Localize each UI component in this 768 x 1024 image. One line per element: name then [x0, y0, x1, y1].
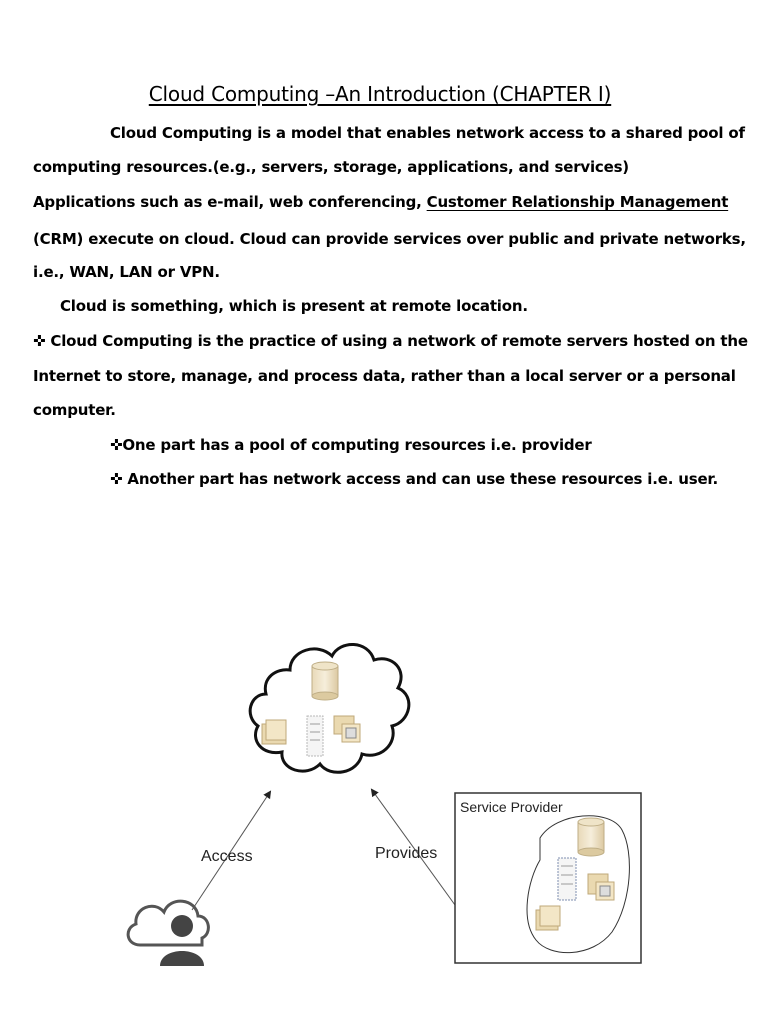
bullet-line: [33, 332, 748, 350]
crm-link[interactable]: Customer Relationship Management: [426, 193, 729, 211]
bullet-line: [110, 436, 592, 454]
bullet-line: [110, 470, 718, 488]
paragraph-line: [33, 193, 728, 211]
server-icon: [558, 858, 576, 900]
paragraph-line: Cloud Computing is a model that enables network access to a shared pool of: [110, 124, 745, 142]
user-cloud-icon: [128, 901, 208, 966]
crm-prefix-text: Applications such as e-mail, web conferencing,: [33, 193, 427, 211]
server-icon: [307, 716, 323, 756]
paragraph-line: (CRM) execute on cloud. Cloud can provide services over public and private networks,: [33, 230, 746, 248]
database-icon: [312, 662, 338, 700]
page-title: Cloud Computing –An Introduction (CHAPTER I): [148, 82, 612, 106]
database-icon: [578, 818, 604, 856]
bullet-icon: ✜: [33, 332, 46, 350]
folder-icon: [536, 906, 560, 930]
paragraph-line: i.e., WAN, LAN or VPN.: [33, 263, 220, 281]
access-label: Access: [201, 848, 253, 865]
cloud-diagram: [0, 600, 768, 1024]
service-provider-box: [455, 793, 641, 963]
bullet-text: Another part has network access and can use these resources i.e. user.: [127, 470, 718, 488]
bullet-text: Cloud Computing is the practice of using a network of remote servers hosted on the: [50, 332, 748, 350]
paragraph-line: computing resources.(e.g., servers, storage, applications, and services): [33, 158, 629, 176]
folder-icon: [262, 720, 286, 744]
bullet-icon: ✜: [110, 470, 123, 488]
bullet-icon: ✜: [110, 436, 123, 454]
paragraph-line: computer.: [33, 401, 116, 419]
paragraph-line: Internet to store, manage, and process data, rather than a local server or a personal: [33, 367, 736, 385]
bullet-text: One part has a pool of computing resources i.e. provider: [122, 436, 592, 454]
provides-label: Provides: [375, 845, 438, 862]
paragraph-line: Cloud is something, which is present at remote location.: [60, 297, 528, 315]
service-provider-label: Service Provider: [460, 799, 563, 815]
